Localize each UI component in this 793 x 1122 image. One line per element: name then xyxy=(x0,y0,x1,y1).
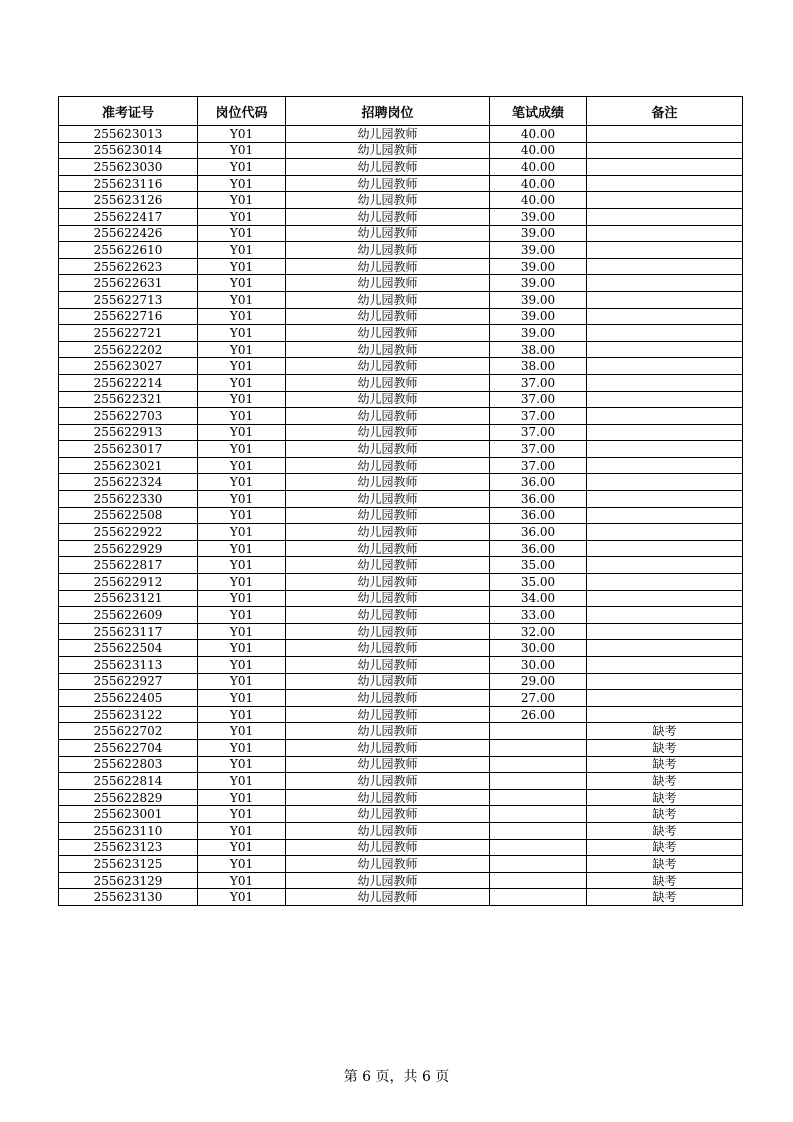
score-cell: 40.00 xyxy=(490,142,587,159)
remark-cell xyxy=(587,358,743,375)
position-cell: 幼儿园教师 xyxy=(286,839,490,856)
position-code-cell: Y01 xyxy=(198,225,286,242)
score-cell xyxy=(490,723,587,740)
position-code-cell: Y01 xyxy=(198,159,286,176)
score-cell: 32.00 xyxy=(490,623,587,640)
exam-number-cell: 255623123 xyxy=(59,839,198,856)
position-code-cell: Y01 xyxy=(198,208,286,225)
position-cell: 幼儿园教师 xyxy=(286,590,490,607)
position-code-cell: Y01 xyxy=(198,657,286,674)
remark-cell xyxy=(587,391,743,408)
remark-cell xyxy=(587,424,743,441)
position-code-cell: Y01 xyxy=(198,690,286,707)
position-code-cell: Y01 xyxy=(198,275,286,292)
position-cell: 幼儿园教师 xyxy=(286,739,490,756)
remark-cell xyxy=(587,540,743,557)
position-code-cell: Y01 xyxy=(198,524,286,541)
score-cell: 37.00 xyxy=(490,408,587,425)
score-cell xyxy=(490,773,587,790)
position-code-cell: Y01 xyxy=(198,391,286,408)
position-code-cell: Y01 xyxy=(198,441,286,458)
table-row xyxy=(59,308,743,325)
position-code-cell: Y01 xyxy=(198,540,286,557)
position-code-cell: Y01 xyxy=(198,175,286,192)
position-cell: 幼儿园教师 xyxy=(286,325,490,342)
exam-number-cell: 255623030 xyxy=(59,159,198,176)
table-row xyxy=(59,391,743,408)
table-row xyxy=(59,258,743,275)
exam-number-cell: 255623130 xyxy=(59,889,198,906)
score-cell: 39.00 xyxy=(490,308,587,325)
header-score: 笔试成绩 xyxy=(490,97,587,126)
table-row xyxy=(59,607,743,624)
position-code-cell: Y01 xyxy=(198,308,286,325)
remark-cell xyxy=(587,574,743,591)
position-code-cell: Y01 xyxy=(198,491,286,508)
table-row xyxy=(59,789,743,806)
table-row xyxy=(59,457,743,474)
position-code-cell: Y01 xyxy=(198,358,286,375)
position-cell: 幼儿园教师 xyxy=(286,507,490,524)
table-row xyxy=(59,441,743,458)
position-cell: 幼儿园教师 xyxy=(286,856,490,873)
score-cell: 39.00 xyxy=(490,258,587,275)
remark-cell xyxy=(587,126,743,143)
position-code-cell: Y01 xyxy=(198,839,286,856)
remark-cell: 缺考 xyxy=(587,872,743,889)
score-cell: 33.00 xyxy=(490,607,587,624)
position-cell: 幼儿园教师 xyxy=(286,607,490,624)
exam-number-cell: 255622817 xyxy=(59,557,198,574)
exam-number-cell: 255622405 xyxy=(59,690,198,707)
table-row xyxy=(59,242,743,259)
exam-number-cell: 255623122 xyxy=(59,706,198,723)
position-cell: 幼儿园教师 xyxy=(286,242,490,259)
remark-cell xyxy=(587,258,743,275)
remark-cell xyxy=(587,308,743,325)
table-row xyxy=(59,291,743,308)
position-cell: 幼儿园教师 xyxy=(286,889,490,906)
exam-number-cell: 255622631 xyxy=(59,275,198,292)
score-table xyxy=(58,96,743,906)
score-cell: 40.00 xyxy=(490,192,587,209)
position-cell: 幼儿园教师 xyxy=(286,474,490,491)
position-cell: 幼儿园教师 xyxy=(286,640,490,657)
remark-cell xyxy=(587,623,743,640)
position-cell: 幼儿园教师 xyxy=(286,424,490,441)
exam-number-cell: 255623001 xyxy=(59,806,198,823)
score-cell: 39.00 xyxy=(490,242,587,259)
exam-number-cell: 255623021 xyxy=(59,457,198,474)
position-cell: 幼儿园教师 xyxy=(286,358,490,375)
header-exam-number: 准考证号 xyxy=(59,97,198,126)
table-row xyxy=(59,739,743,756)
remark-cell xyxy=(587,291,743,308)
table-row xyxy=(59,574,743,591)
table-row xyxy=(59,723,743,740)
table-row xyxy=(59,159,743,176)
position-code-cell: Y01 xyxy=(198,424,286,441)
position-code-cell: Y01 xyxy=(198,192,286,209)
remark-cell xyxy=(587,640,743,657)
exam-number-cell: 255622922 xyxy=(59,524,198,541)
position-code-cell: Y01 xyxy=(198,723,286,740)
score-cell xyxy=(490,889,587,906)
position-cell: 幼儿园教师 xyxy=(286,872,490,889)
header-position-code: 岗位代码 xyxy=(198,97,286,126)
position-cell: 幼儿园教师 xyxy=(286,374,490,391)
exam-number-cell: 255623017 xyxy=(59,441,198,458)
exam-number-cell: 255622829 xyxy=(59,789,198,806)
remark-cell: 缺考 xyxy=(587,839,743,856)
position-cell: 幼儿园教师 xyxy=(286,623,490,640)
position-cell: 幼儿园教师 xyxy=(286,192,490,209)
header-row xyxy=(59,97,743,126)
score-cell xyxy=(490,806,587,823)
position-code-cell: Y01 xyxy=(198,623,286,640)
score-cell: 40.00 xyxy=(490,159,587,176)
exam-number-cell: 255623013 xyxy=(59,126,198,143)
table-row xyxy=(59,822,743,839)
remark-cell: 缺考 xyxy=(587,756,743,773)
score-cell xyxy=(490,756,587,773)
remark-cell xyxy=(587,325,743,342)
score-cell: 36.00 xyxy=(490,524,587,541)
exam-number-cell: 255622721 xyxy=(59,325,198,342)
score-cell: 38.00 xyxy=(490,341,587,358)
position-code-cell: Y01 xyxy=(198,856,286,873)
position-code-cell: Y01 xyxy=(198,457,286,474)
remark-cell: 缺考 xyxy=(587,739,743,756)
table-row xyxy=(59,192,743,209)
score-cell: 39.00 xyxy=(490,225,587,242)
score-cell xyxy=(490,822,587,839)
remark-cell xyxy=(587,374,743,391)
table-row xyxy=(59,657,743,674)
score-cell: 36.00 xyxy=(490,540,587,557)
position-cell: 幼儿园教师 xyxy=(286,391,490,408)
position-code-cell: Y01 xyxy=(198,474,286,491)
table-row xyxy=(59,806,743,823)
exam-number-cell: 255623113 xyxy=(59,657,198,674)
remark-cell xyxy=(587,242,743,259)
exam-number-cell: 255622426 xyxy=(59,225,198,242)
position-code-cell: Y01 xyxy=(198,773,286,790)
position-code-cell: Y01 xyxy=(198,242,286,259)
position-cell: 幼儿园教师 xyxy=(286,341,490,358)
table-row xyxy=(59,275,743,292)
score-cell: 37.00 xyxy=(490,424,587,441)
position-code-cell: Y01 xyxy=(198,789,286,806)
position-cell: 幼儿园教师 xyxy=(286,275,490,292)
exam-number-cell: 255622321 xyxy=(59,391,198,408)
table-row xyxy=(59,872,743,889)
remark-cell: 缺考 xyxy=(587,889,743,906)
position-code-cell: Y01 xyxy=(198,590,286,607)
exam-number-cell: 255622623 xyxy=(59,258,198,275)
position-cell: 幼儿园教师 xyxy=(286,574,490,591)
exam-number-cell: 255622713 xyxy=(59,291,198,308)
score-cell: 30.00 xyxy=(490,640,587,657)
table-row xyxy=(59,540,743,557)
table-row xyxy=(59,756,743,773)
position-cell: 幼儿园教师 xyxy=(286,126,490,143)
score-cell: 30.00 xyxy=(490,657,587,674)
table-row xyxy=(59,590,743,607)
exam-number-cell: 255622814 xyxy=(59,773,198,790)
exam-number-cell: 255622324 xyxy=(59,474,198,491)
score-cell: 38.00 xyxy=(490,358,587,375)
remark-cell: 缺考 xyxy=(587,856,743,873)
position-code-cell: Y01 xyxy=(198,341,286,358)
exam-number-cell: 255622330 xyxy=(59,491,198,508)
table-row xyxy=(59,491,743,508)
table-row xyxy=(59,706,743,723)
exam-number-cell: 255622202 xyxy=(59,341,198,358)
position-cell: 幼儿园教师 xyxy=(286,175,490,192)
exam-number-cell: 255622912 xyxy=(59,574,198,591)
exam-number-cell: 255622913 xyxy=(59,424,198,441)
position-code-cell: Y01 xyxy=(198,142,286,159)
exam-number-cell: 255623125 xyxy=(59,856,198,873)
remark-cell xyxy=(587,225,743,242)
score-cell: 36.00 xyxy=(490,474,587,491)
position-cell: 幼儿园教师 xyxy=(286,773,490,790)
score-cell: 37.00 xyxy=(490,457,587,474)
table-row xyxy=(59,773,743,790)
remark-cell xyxy=(587,706,743,723)
score-cell: 40.00 xyxy=(490,126,587,143)
exam-number-cell: 255622609 xyxy=(59,607,198,624)
remark-cell: 缺考 xyxy=(587,806,743,823)
exam-number-cell: 255622508 xyxy=(59,507,198,524)
score-cell: 37.00 xyxy=(490,391,587,408)
remark-cell xyxy=(587,408,743,425)
exam-number-cell: 255623027 xyxy=(59,358,198,375)
position-code-cell: Y01 xyxy=(198,374,286,391)
position-code-cell: Y01 xyxy=(198,889,286,906)
position-code-cell: Y01 xyxy=(198,822,286,839)
remark-cell: 缺考 xyxy=(587,773,743,790)
table-row xyxy=(59,374,743,391)
page-number: 第 6 页，共 6 页 xyxy=(343,1069,450,1085)
table-row xyxy=(59,640,743,657)
remark-cell xyxy=(587,457,743,474)
position-cell: 幼儿园教师 xyxy=(286,706,490,723)
position-cell: 幼儿园教师 xyxy=(286,540,490,557)
remark-cell: 缺考 xyxy=(587,723,743,740)
table-row xyxy=(59,358,743,375)
exam-number-cell: 255622704 xyxy=(59,739,198,756)
table-row xyxy=(59,524,743,541)
exam-number-cell: 255622702 xyxy=(59,723,198,740)
table-row xyxy=(59,690,743,707)
remark-cell xyxy=(587,441,743,458)
position-cell: 幼儿园教师 xyxy=(286,457,490,474)
table-row xyxy=(59,474,743,491)
position-cell: 幼儿园教师 xyxy=(286,142,490,159)
remark-cell xyxy=(587,491,743,508)
position-cell: 幼儿园教师 xyxy=(286,756,490,773)
exam-number-cell: 255623014 xyxy=(59,142,198,159)
header-position: 招聘岗位 xyxy=(286,97,490,126)
position-code-cell: Y01 xyxy=(198,557,286,574)
remark-cell xyxy=(587,175,743,192)
position-cell: 幼儿园教师 xyxy=(286,806,490,823)
position-cell: 幼儿园教师 xyxy=(286,159,490,176)
remark-cell: 缺考 xyxy=(587,822,743,839)
score-cell: 39.00 xyxy=(490,208,587,225)
exam-number-cell: 255622610 xyxy=(59,242,198,259)
position-code-cell: Y01 xyxy=(198,806,286,823)
remark-cell xyxy=(587,208,743,225)
score-cell xyxy=(490,872,587,889)
exam-number-cell: 255622929 xyxy=(59,540,198,557)
score-cell: 39.00 xyxy=(490,325,587,342)
table-row xyxy=(59,623,743,640)
table-row xyxy=(59,225,743,242)
position-code-cell: Y01 xyxy=(198,756,286,773)
table-body xyxy=(59,126,743,906)
table-row xyxy=(59,856,743,873)
position-cell: 幼儿园教师 xyxy=(286,225,490,242)
table-row xyxy=(59,126,743,143)
score-cell: 35.00 xyxy=(490,574,587,591)
remark-cell xyxy=(587,607,743,624)
exam-number-cell: 255623121 xyxy=(59,590,198,607)
remark-cell xyxy=(587,507,743,524)
position-code-cell: Y01 xyxy=(198,291,286,308)
score-cell: 34.00 xyxy=(490,590,587,607)
position-code-cell: Y01 xyxy=(198,408,286,425)
table-row xyxy=(59,673,743,690)
remark-cell xyxy=(587,673,743,690)
exam-number-cell: 255623129 xyxy=(59,872,198,889)
remark-cell xyxy=(587,474,743,491)
score-cell: 36.00 xyxy=(490,507,587,524)
exam-number-cell: 255622504 xyxy=(59,640,198,657)
score-cell: 26.00 xyxy=(490,706,587,723)
position-code-cell: Y01 xyxy=(198,739,286,756)
remark-cell xyxy=(587,690,743,707)
remark-cell xyxy=(587,657,743,674)
score-cell: 39.00 xyxy=(490,291,587,308)
table-row xyxy=(59,889,743,906)
score-cell: 27.00 xyxy=(490,690,587,707)
remark-cell xyxy=(587,341,743,358)
table-row xyxy=(59,839,743,856)
position-cell: 幼儿园教师 xyxy=(286,557,490,574)
score-cell: 36.00 xyxy=(490,491,587,508)
position-code-cell: Y01 xyxy=(198,640,286,657)
position-code-cell: Y01 xyxy=(198,325,286,342)
position-code-cell: Y01 xyxy=(198,258,286,275)
position-cell: 幼儿园教师 xyxy=(286,723,490,740)
position-cell: 幼儿园教师 xyxy=(286,657,490,674)
score-cell xyxy=(490,739,587,756)
score-cell xyxy=(490,839,587,856)
position-cell: 幼儿园教师 xyxy=(286,789,490,806)
exam-number-cell: 255622927 xyxy=(59,673,198,690)
exam-number-cell: 255623116 xyxy=(59,175,198,192)
position-code-cell: Y01 xyxy=(198,507,286,524)
position-cell: 幼儿园教师 xyxy=(286,208,490,225)
table-row xyxy=(59,208,743,225)
exam-number-cell: 255622716 xyxy=(59,308,198,325)
position-code-cell: Y01 xyxy=(198,574,286,591)
position-cell: 幼儿园教师 xyxy=(286,690,490,707)
exam-number-cell: 255622417 xyxy=(59,208,198,225)
remark-cell xyxy=(587,557,743,574)
remark-cell xyxy=(587,590,743,607)
table-row xyxy=(59,507,743,524)
exam-number-cell: 255623117 xyxy=(59,623,198,640)
remark-cell xyxy=(587,524,743,541)
position-cell: 幼儿园教师 xyxy=(286,491,490,508)
score-cell: 40.00 xyxy=(490,175,587,192)
table-row xyxy=(59,325,743,342)
position-cell: 幼儿园教师 xyxy=(286,822,490,839)
table-row xyxy=(59,341,743,358)
table-row xyxy=(59,424,743,441)
exam-number-cell: 255622703 xyxy=(59,408,198,425)
position-cell: 幼儿园教师 xyxy=(286,673,490,690)
position-cell: 幼儿园教师 xyxy=(286,441,490,458)
table-row xyxy=(59,175,743,192)
table-row xyxy=(59,557,743,574)
position-code-cell: Y01 xyxy=(198,673,286,690)
table-row xyxy=(59,142,743,159)
score-cell: 37.00 xyxy=(490,441,587,458)
remark-cell xyxy=(587,275,743,292)
position-code-cell: Y01 xyxy=(198,872,286,889)
position-code-cell: Y01 xyxy=(198,706,286,723)
position-cell: 幼儿园教师 xyxy=(286,258,490,275)
remark-cell: 缺考 xyxy=(587,789,743,806)
score-cell: 39.00 xyxy=(490,275,587,292)
score-cell: 37.00 xyxy=(490,374,587,391)
remark-cell xyxy=(587,159,743,176)
remark-cell xyxy=(587,192,743,209)
score-cell xyxy=(490,789,587,806)
position-cell: 幼儿园教师 xyxy=(286,524,490,541)
exam-number-cell: 255622214 xyxy=(59,374,198,391)
position-cell: 幼儿园教师 xyxy=(286,408,490,425)
position-cell: 幼儿园教师 xyxy=(286,308,490,325)
remark-cell xyxy=(587,142,743,159)
table-row xyxy=(59,408,743,425)
exam-number-cell: 255623110 xyxy=(59,822,198,839)
exam-number-cell: 255623126 xyxy=(59,192,198,209)
score-cell xyxy=(490,856,587,873)
score-cell: 35.00 xyxy=(490,557,587,574)
position-cell: 幼儿园教师 xyxy=(286,291,490,308)
score-cell: 29.00 xyxy=(490,673,587,690)
position-code-cell: Y01 xyxy=(198,607,286,624)
header-remark: 备注 xyxy=(587,97,743,126)
exam-number-cell: 255622803 xyxy=(59,756,198,773)
position-code-cell: Y01 xyxy=(198,126,286,143)
